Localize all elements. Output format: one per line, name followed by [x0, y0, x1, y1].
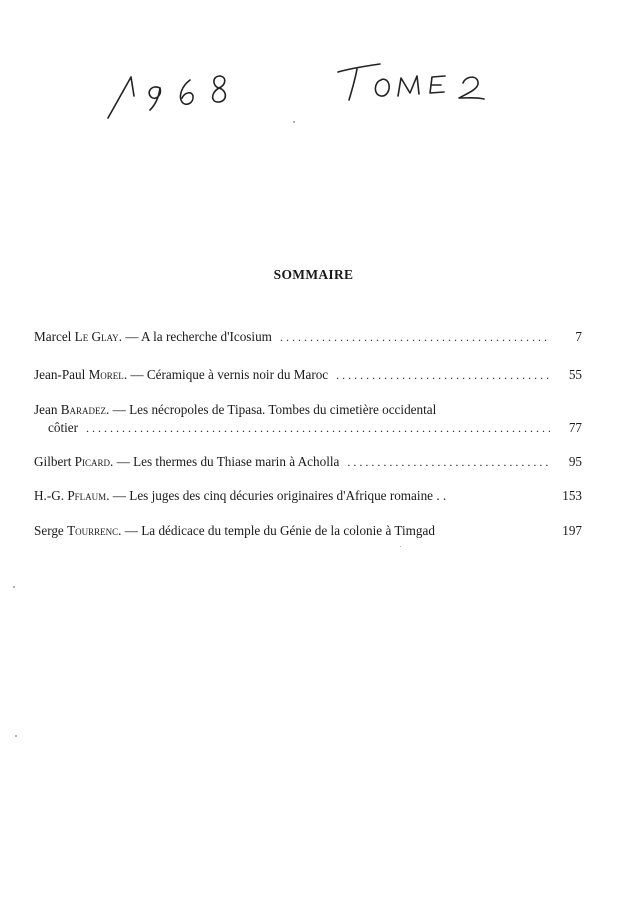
page-number: 77	[568, 420, 582, 435]
article-title: . — A la recherche d'Icosium	[118, 329, 272, 344]
dot-leader	[336, 366, 550, 384]
dot-leader	[280, 328, 550, 346]
author-last-name: Picard	[74, 454, 110, 469]
article-title: . — Les nécropoles de Tipasa. Tombes du cimetière occidental	[106, 402, 437, 417]
author-first-name: Serge	[34, 523, 64, 538]
handwritten-annotation	[0, 0, 627, 140]
scan-speck	[293, 121, 295, 123]
page-number: 197	[562, 523, 582, 538]
entry-text	[34, 522, 435, 540]
toc-line	[34, 328, 582, 346]
article-title: . — La dédicace du temple du Génie de la colonie à Timgad	[118, 523, 435, 538]
article-title: . — Les thermes du Thiase marin à Acholla	[110, 454, 340, 469]
author-first-name: Jean-Paul	[34, 367, 86, 382]
entry-text	[34, 366, 328, 384]
article-title: . — Céramique à vernis noir du Maroc	[123, 367, 329, 382]
page-number: 7	[575, 329, 582, 344]
scan-speck	[15, 735, 17, 737]
toc-line	[34, 366, 582, 384]
toc-entry	[34, 522, 582, 540]
page-title: SOMMAIRE	[273, 267, 354, 283]
entry-text	[34, 453, 339, 471]
author-last-name: Pflaum	[67, 488, 107, 503]
author-last-name: Tourrenc	[67, 523, 119, 538]
article-title-continuation: côtier	[48, 420, 79, 435]
toc-entry	[34, 328, 582, 346]
author-first-name: Marcel	[34, 329, 72, 344]
scan-speck	[13, 586, 15, 588]
author-last-name: Morel	[88, 367, 124, 382]
toc-entry	[34, 401, 582, 437]
dot-leader	[86, 419, 550, 437]
toc-entry	[34, 366, 582, 384]
entry-text	[34, 487, 446, 505]
toc-entry	[34, 487, 582, 505]
page-number: 95	[568, 454, 582, 469]
page-number: 55	[568, 367, 582, 382]
scan-speck	[400, 546, 401, 547]
page-number: 153	[562, 488, 582, 503]
toc-line	[34, 487, 582, 505]
author-last-name: Le Glay	[74, 329, 119, 344]
toc-line	[34, 453, 582, 471]
toc-line	[34, 401, 582, 419]
entry-text	[34, 328, 272, 346]
author-last-name: Baradez	[60, 402, 107, 417]
dot-leader	[347, 453, 550, 471]
toc-line-continuation	[34, 419, 582, 437]
entry-text	[34, 401, 436, 419]
author-first-name: Gilbert	[34, 454, 72, 469]
toc-line	[34, 522, 582, 540]
author-first-name: Jean	[34, 402, 58, 417]
article-title: . — Les juges des cinq décuries originaires d'Afrique romaine . .	[106, 488, 447, 503]
toc-entry	[34, 453, 582, 471]
author-first-name: H.-G.	[34, 488, 65, 503]
